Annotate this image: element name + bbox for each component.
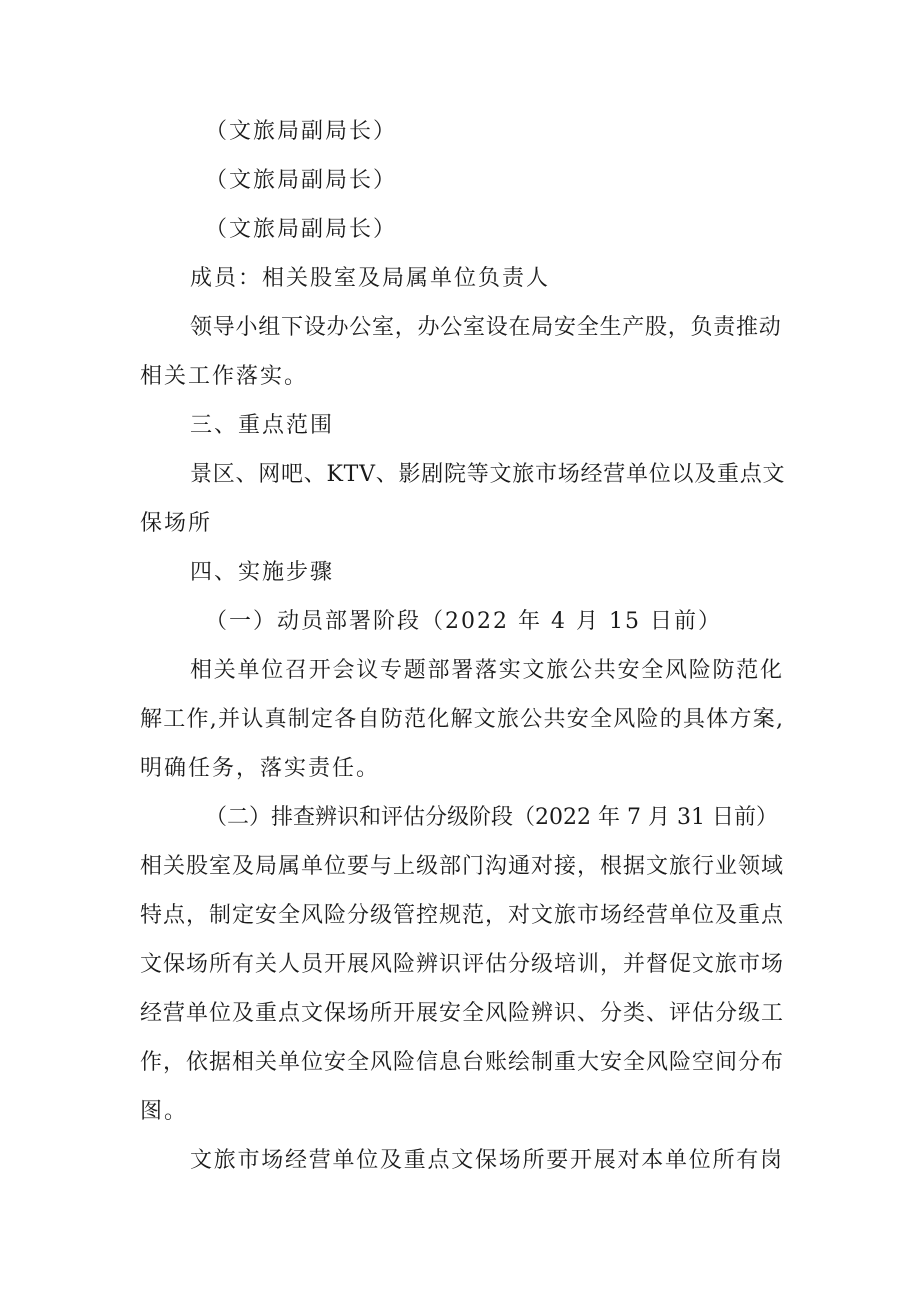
leader-title-line-2: （文旅局副局长） bbox=[205, 168, 398, 193]
paragraph-stage-1-line-3: 明确任务，落实责任。 bbox=[140, 756, 381, 781]
paragraph-stage-1-line-2: 解工作,并认真制定各自防范化解文旅公共安全风险的具体方案, bbox=[140, 707, 785, 732]
leader-title-line-1: （文旅局副局长） bbox=[205, 119, 398, 144]
subsection-heading-stage-1: （一）动员部署阶段（2022 年 4 月 15 日前） bbox=[205, 609, 722, 634]
paragraph-stage-2-line-3: 文保场所有关人员开展风险辨识评估分级培训，并督促文旅市场 bbox=[140, 952, 785, 977]
paragraph-scope-line-2: 保场所 bbox=[140, 511, 213, 536]
subsection-heading-stage-2: （二）排查辨识和评估分级阶段（2022 年 7 月 31 日前） bbox=[205, 805, 778, 830]
paragraph-office-line-2: 相关工作落实。 bbox=[140, 364, 309, 389]
paragraph-scope-line-1: 景区、网吧、KTV、影剧院等文旅市场经营单位以及重点文 bbox=[190, 462, 786, 487]
paragraph-stage-2-line-2: 特点，制定安全风险分级管控规范，对文旅市场经营单位及重点 bbox=[140, 903, 785, 928]
section-heading-scope: 三、重点范围 bbox=[190, 413, 335, 438]
paragraph-stage-2-line-4: 经营单位及重点文保场所开展安全风险辨识、分类、评估分级工 bbox=[140, 1001, 785, 1026]
paragraph-stage-2-line-1: 相关股室及局属单位要与上级部门沟通对接，根据文旅行业领域 bbox=[140, 854, 785, 879]
paragraph-office-line-1: 领导小组下设办公室，办公室设在局安全生产股，负责推动 bbox=[190, 315, 782, 340]
paragraph-stage-2b-line-1: 文旅市场经营单位及重点文保场所要开展对本单位所有岗 bbox=[190, 1148, 784, 1173]
paragraph-stage-1-line-1: 相关单位召开会议专题部署落实文旅公共安全风险防范化 bbox=[190, 658, 784, 683]
leader-title-line-3: （文旅局副局长） bbox=[205, 217, 398, 242]
members-line: 成员：相关股室及局属单位负责人 bbox=[190, 266, 551, 291]
paragraph-stage-2-line-5: 作，依据相关单位安全风险信息台账绘制重大安全风险空间分布 bbox=[140, 1050, 785, 1075]
paragraph-stage-2-line-6: 图。 bbox=[140, 1099, 189, 1124]
section-heading-steps: 四、实施步骤 bbox=[190, 560, 335, 585]
